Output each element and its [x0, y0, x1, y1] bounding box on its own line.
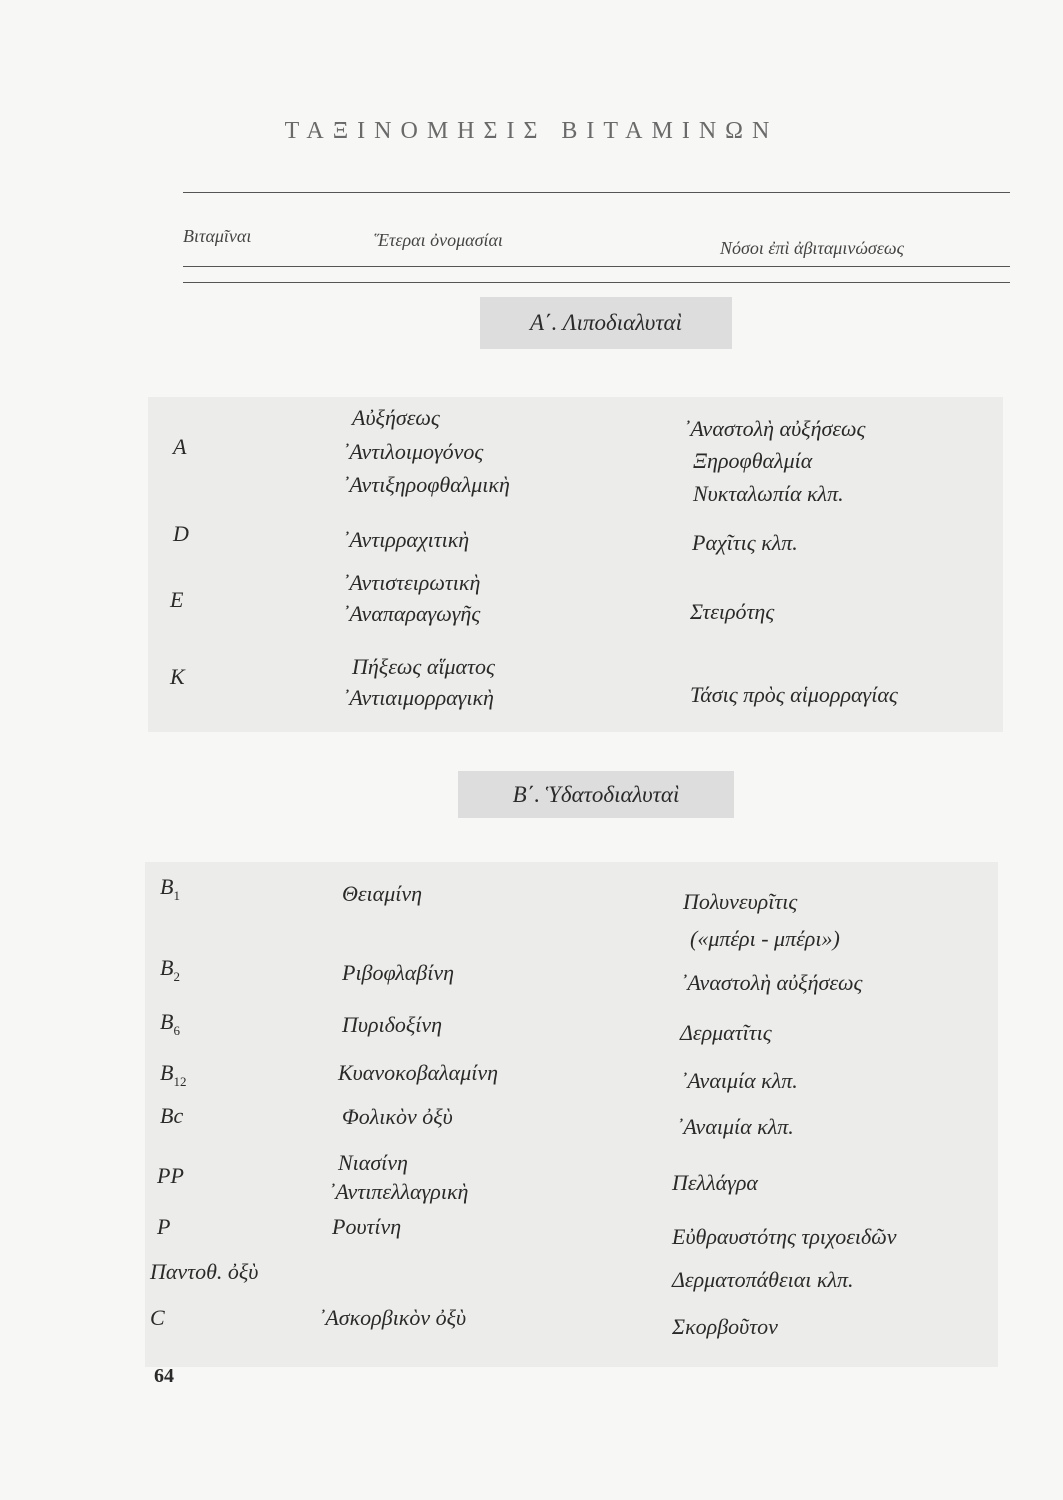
- vitamin-k: K: [170, 664, 185, 689]
- vitamin-e: E: [170, 587, 184, 612]
- vitamin-b1-name: Θειαμίνη: [342, 881, 423, 906]
- vitamin-c: C: [150, 1305, 165, 1330]
- vitamin-k-name-1: Πήξεως αἵματος: [352, 654, 495, 679]
- section-b-panel: [145, 862, 998, 1367]
- vitamin-e-disease: Στειρότης: [690, 599, 775, 624]
- vitamin-p-disease: Εὐθραυστότης τριχοειδῶν: [672, 1224, 897, 1249]
- vitamin-b1-disease-1: Πολυνευρῖτις: [683, 889, 798, 914]
- vitamin-a-name-1: Αὐξήσεως: [352, 405, 440, 430]
- vitamin-b12-name: Κυανοκοβαλαμίνη: [338, 1060, 499, 1085]
- vitamin-b12: $B_{12}$: [160, 1060, 187, 1089]
- vitamin-a-disease-3: Νυκταλωπία κλπ.: [693, 481, 844, 506]
- vitamin-pp-name-2: ᾽Αντιπελλαγρικὴ: [328, 1179, 469, 1204]
- vitamin-p-name: Ρουτίνη: [332, 1214, 402, 1239]
- vitamin-b2: $B_2$: [160, 955, 180, 984]
- vitamin-e-name-1: ᾽Αντιστειρωτικὴ: [342, 570, 481, 595]
- vitamin-e-name-2: ᾽Αναπαραγωγῆς: [342, 601, 481, 626]
- vitamin-b1-disease-2: («μπέρι - μπέρι»): [690, 926, 840, 951]
- vitamin-bc-disease: ᾽Αναιμία κλπ.: [676, 1114, 794, 1139]
- vitamin-d-disease: Ραχῖτις κλπ.: [692, 530, 798, 555]
- vitamin-c-disease: Σκορβοῦτον: [672, 1314, 778, 1339]
- vitamin-k-name-2: ᾽Αντιαιμορραγικὴ: [342, 685, 494, 710]
- vitamin-a: A: [173, 434, 187, 459]
- vitamin-b2-name: Ριβοφλαβίνη: [342, 960, 455, 985]
- vitamin-c-name: ᾽Ασκορβικὸν ὀξὺ: [318, 1305, 467, 1330]
- vitamin-b6: $B_6$: [160, 1009, 180, 1038]
- vitamin-pp-name-1: Νιασίνη: [338, 1150, 408, 1175]
- vitamin-a-disease-2: Ξηροφθαλμία: [693, 448, 813, 473]
- vitamin-b6-disease: Δερματῖτις: [680, 1020, 772, 1045]
- vitamin-k-disease: Τάσις πρὸς αἱμορραγίας: [690, 682, 898, 707]
- column-header-other-names: ῞Ετεραι ὀνομασίαι: [372, 230, 503, 250]
- section-b-heading: Β΄. Ὑδατοδιαλυταὶ: [458, 771, 734, 818]
- column-header-diseases: Νόσοι ἐπὶ ἀβιταμινώσεως: [720, 238, 904, 258]
- vitamin-b2-disease: ᾽Αναστολὴ αὐξήσεως: [680, 970, 863, 995]
- header-rule-1: [183, 266, 1010, 267]
- vitamin-d-name: ᾽Αντιρραχιτικὴ: [342, 527, 470, 552]
- page-title: ΤΑΞΙΝΟΜΗΣΙΣ ΒΙΤΑΜΙΝΩΝ: [284, 118, 779, 144]
- vitamin-bc: Bc: [160, 1103, 184, 1128]
- vitamin-pantothenic: Παντοθ. ὀξὺ: [150, 1259, 259, 1284]
- vitamin-b12-disease: ᾽Αναιμία κλπ.: [680, 1068, 798, 1093]
- page-number: 64: [154, 1365, 174, 1387]
- vitamin-a-disease-1: ᾽Αναστολὴ αὐξήσεως: [683, 416, 866, 441]
- vitamin-pp-disease: Πελλάγρα: [672, 1170, 758, 1195]
- top-rule: [183, 192, 1010, 193]
- vitamin-b1: $B_1$: [160, 874, 180, 903]
- vitamin-pp: PP: [157, 1163, 184, 1188]
- section-a-heading: Α΄. Λιποδιαλυταὶ: [480, 297, 732, 349]
- header-rule-2: [183, 282, 1010, 283]
- vitamin-bc-name: Φολικὸν ὀξὺ: [342, 1104, 453, 1129]
- vitamin-d: D: [173, 521, 189, 546]
- vitamin-b6-name: Πυριδοξίνη: [342, 1012, 443, 1037]
- vitamin-p: P: [157, 1214, 171, 1239]
- vitamin-a-name-2: ᾽Αντιλοιμογόνος: [342, 439, 484, 464]
- column-header-vitamins: Βιταμῖναι: [183, 226, 252, 246]
- vitamin-a-name-3: ᾽Αντιξηροφθαλμικὴ: [342, 472, 510, 497]
- vitamin-pantothenic-disease: Δερματοπάθειαι κλπ.: [672, 1267, 854, 1292]
